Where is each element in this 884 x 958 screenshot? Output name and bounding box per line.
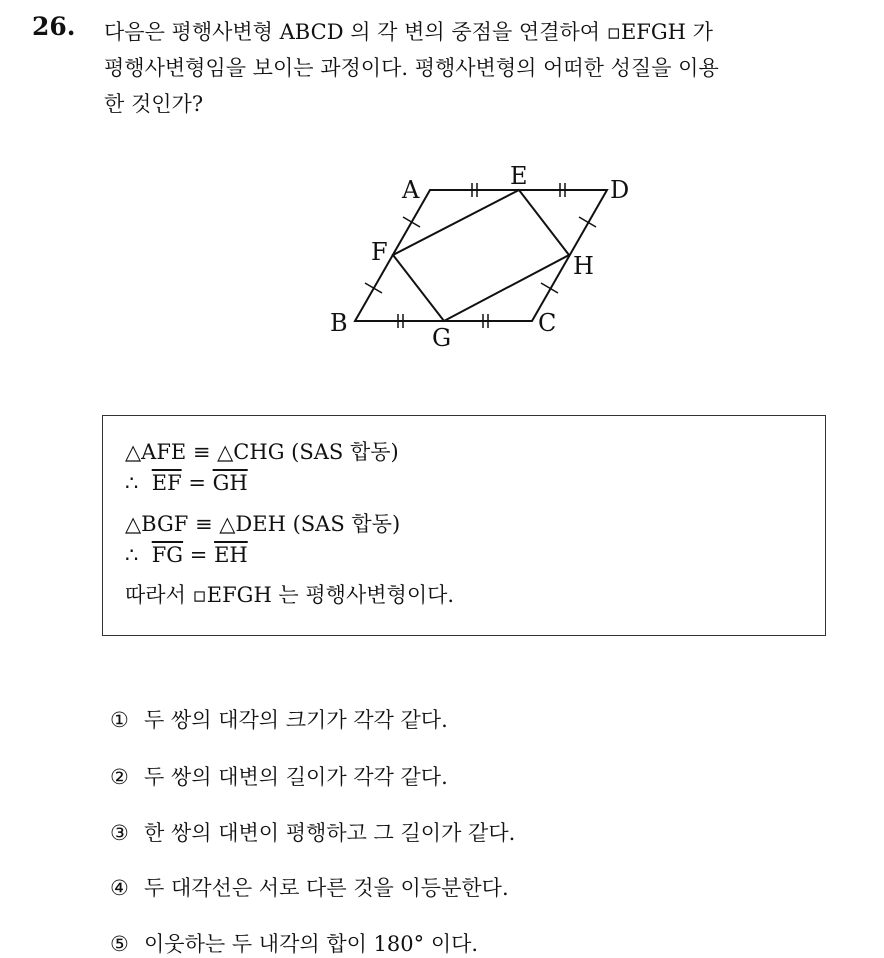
choice-5[interactable] <box>110 928 478 958</box>
choice-text: 두 쌍의 대각의 크기가 각각 같다. <box>144 708 448 732</box>
question-line: 평행사변형임을 보이는 과정이다. 평행사변형의 어떠한 성질을 이용 <box>104 56 719 80</box>
choice-marker: ① <box>110 708 129 732</box>
segment-gh: $\overline{GH}$ <box>212 471 248 495</box>
choice-3[interactable] <box>110 817 515 847</box>
choice-text: 한 쌍의 대변이 평행하고 그 길이가 같다. <box>144 821 516 845</box>
vertex-label-d: D <box>610 176 630 204</box>
choice-4[interactable] <box>110 872 509 902</box>
equals-sign: = <box>188 471 206 495</box>
question-number: 26. <box>32 12 76 41</box>
segment-eh: $\overline{EH}$ <box>214 543 248 567</box>
vertex-label-h: H <box>573 252 594 280</box>
choice-text: 두 쌍의 대변의 길이가 각각 같다. <box>144 765 448 789</box>
choice-2[interactable] <box>110 761 448 791</box>
proof-line: 따라서 ▫EFGH 는 평행사변형이다. <box>125 583 455 607</box>
choice-marker: ④ <box>110 876 129 900</box>
parallelogram-figure <box>320 150 640 360</box>
proof-box <box>102 415 826 636</box>
tick-mark <box>403 217 420 227</box>
vertex-label-b: B <box>330 309 348 337</box>
segment-fg: $\overline{FG}$ <box>151 543 184 567</box>
proof-line: △AFE ≡ △CHG (SAS 합동) <box>125 440 399 464</box>
choice-marker: ⑤ <box>110 932 129 956</box>
vertex-label-g: G <box>432 324 452 352</box>
vertex-label-e: E <box>510 162 528 190</box>
choice-1[interactable] <box>110 704 448 734</box>
proof-line <box>125 471 248 495</box>
vertex-label-f: F <box>371 238 388 266</box>
proof-line: △BGF ≡ △DEH (SAS 합동) <box>125 512 401 536</box>
choice-marker: ② <box>110 765 129 789</box>
choice-text: 이웃하는 두 내각의 합이 180° 이다. <box>144 932 479 956</box>
choice-text: 두 대각선은 서로 다른 것을 이등분한다. <box>144 876 509 900</box>
question-line: 다음은 평행사변형 ABCD 의 각 변의 중점을 연결하여 ▫EFGH 가 <box>104 20 713 44</box>
vertex-label-c: C <box>538 309 557 337</box>
equals-sign: = <box>189 543 208 567</box>
tick-mark <box>365 283 382 293</box>
therefore-symbol: ∴ <box>125 471 139 495</box>
question-line: 한 것인가? <box>104 92 204 116</box>
question-text <box>104 14 864 122</box>
segment-ef: $\overline{EF}$ <box>151 471 182 495</box>
therefore-symbol: ∴ <box>125 543 139 567</box>
proof-line <box>125 543 248 567</box>
choice-marker: ③ <box>110 821 129 845</box>
vertex-label-a: A <box>402 176 420 204</box>
